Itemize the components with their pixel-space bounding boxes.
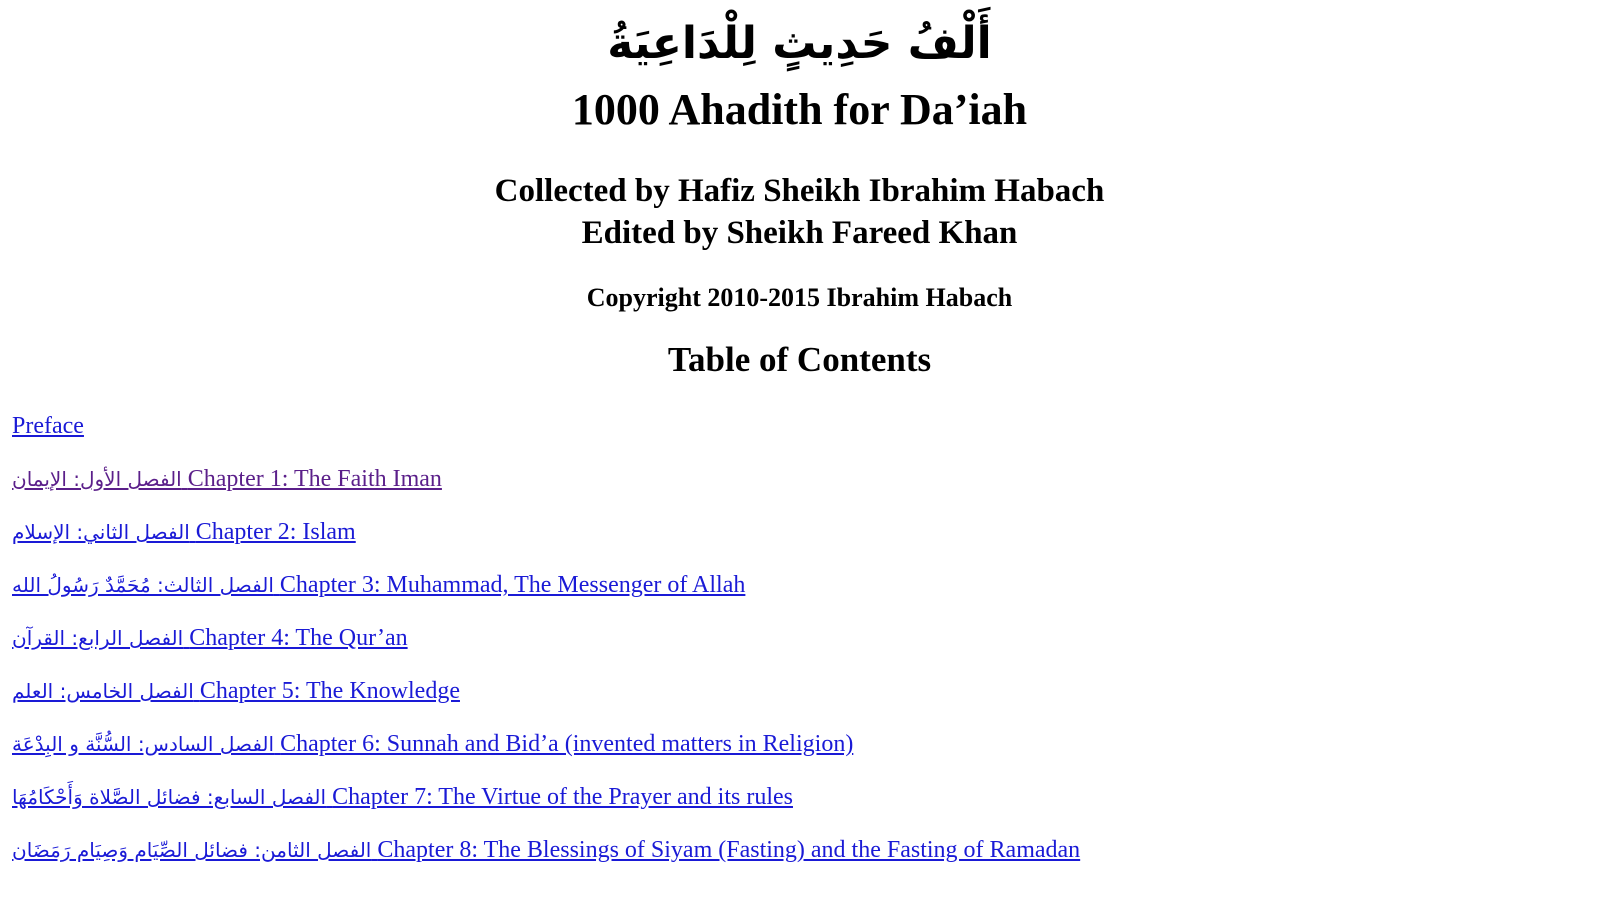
- toc-link-arabic: الفصل الثامن: فضائل الصِّيَام وَصِيَام رَمَضَان: [12, 838, 372, 862]
- list-item: [12, 514, 1080, 567]
- page-title: 1000 Ahadith for Da’iah: [571, 85, 1028, 134]
- list-item: [12, 620, 1080, 673]
- toc-link-label: Chapter 2: Islam: [195, 519, 356, 545]
- table-of-contents: [12, 408, 1080, 885]
- list-item: [12, 461, 1080, 514]
- toc-link-chapter-5[interactable]: [12, 678, 460, 704]
- toc-link-arabic: الفصل السادس: السُّنَّة و البِدْعَة: [12, 732, 275, 756]
- copyright-notice: Copyright 2010-2015 Ibrahim Habach: [586, 283, 1013, 312]
- toc-link-label: Chapter 6: Sunnah and Bid’a (invented matters in Religion): [280, 731, 854, 757]
- toc-link-chapter-1[interactable]: [12, 466, 442, 492]
- toc-link-chapter-6[interactable]: [12, 731, 853, 757]
- toc-link-chapter-3[interactable]: [12, 572, 745, 598]
- toc-link-arabic: الفصل الأول: الإيمان: [12, 467, 182, 491]
- toc-link-label: Chapter 3: Muhammad, The Messenger of Allah: [279, 572, 746, 598]
- toc-link-arabic: الفصل السابع: فضائل الصَّلاة وَأَحْكَامُهَا: [12, 785, 327, 809]
- toc-link-chapter-2[interactable]: [12, 519, 356, 545]
- collected-by: Collected by Hafiz Sheikh Ibrahim Habach: [494, 173, 1105, 209]
- toc-link-arabic: الفصل الثاني: الإسلام: [12, 520, 190, 544]
- toc-link-label: Chapter 7: The Virtue of the Prayer and its rules: [332, 784, 793, 810]
- toc-link-preface[interactable]: [12, 413, 84, 439]
- toc-link-label: Preface: [12, 413, 84, 439]
- toc-link-label: Chapter 8: The Blessings of Siyam (Fasting) and the Fasting of Ramadan: [377, 837, 1081, 863]
- toc-link-label: Chapter 4: The Qur’an: [189, 625, 408, 651]
- list-item: [12, 567, 1080, 620]
- toc-link-chapter-7[interactable]: [12, 784, 793, 810]
- list-item: [12, 779, 1080, 832]
- toc-heading: Table of Contents: [667, 340, 932, 379]
- toc-link-chapter-4[interactable]: [12, 625, 408, 651]
- toc-link-arabic: الفصل الثالث: مُحَمَّدٌ رَسُولُ الله: [12, 573, 274, 597]
- toc-link-label: Chapter 1: The Faith Iman: [187, 466, 442, 492]
- list-item: [12, 832, 1080, 885]
- toc-link-chapter-8[interactable]: [12, 837, 1080, 863]
- arabic-title: أَلْفُ حَدِيثٍ لِلْدَاعِيَةُ: [607, 18, 992, 69]
- toc-link-arabic: الفصل الرابع: القرآن: [12, 626, 184, 650]
- list-item: [12, 673, 1080, 726]
- list-item: [12, 408, 1080, 461]
- toc-link-arabic: الفصل الخامس: العلم: [12, 679, 194, 703]
- edited-by: Edited by Sheikh Fareed Khan: [581, 215, 1018, 251]
- list-item: [12, 726, 1080, 779]
- toc-link-label: Chapter 5: The Knowledge: [199, 678, 460, 704]
